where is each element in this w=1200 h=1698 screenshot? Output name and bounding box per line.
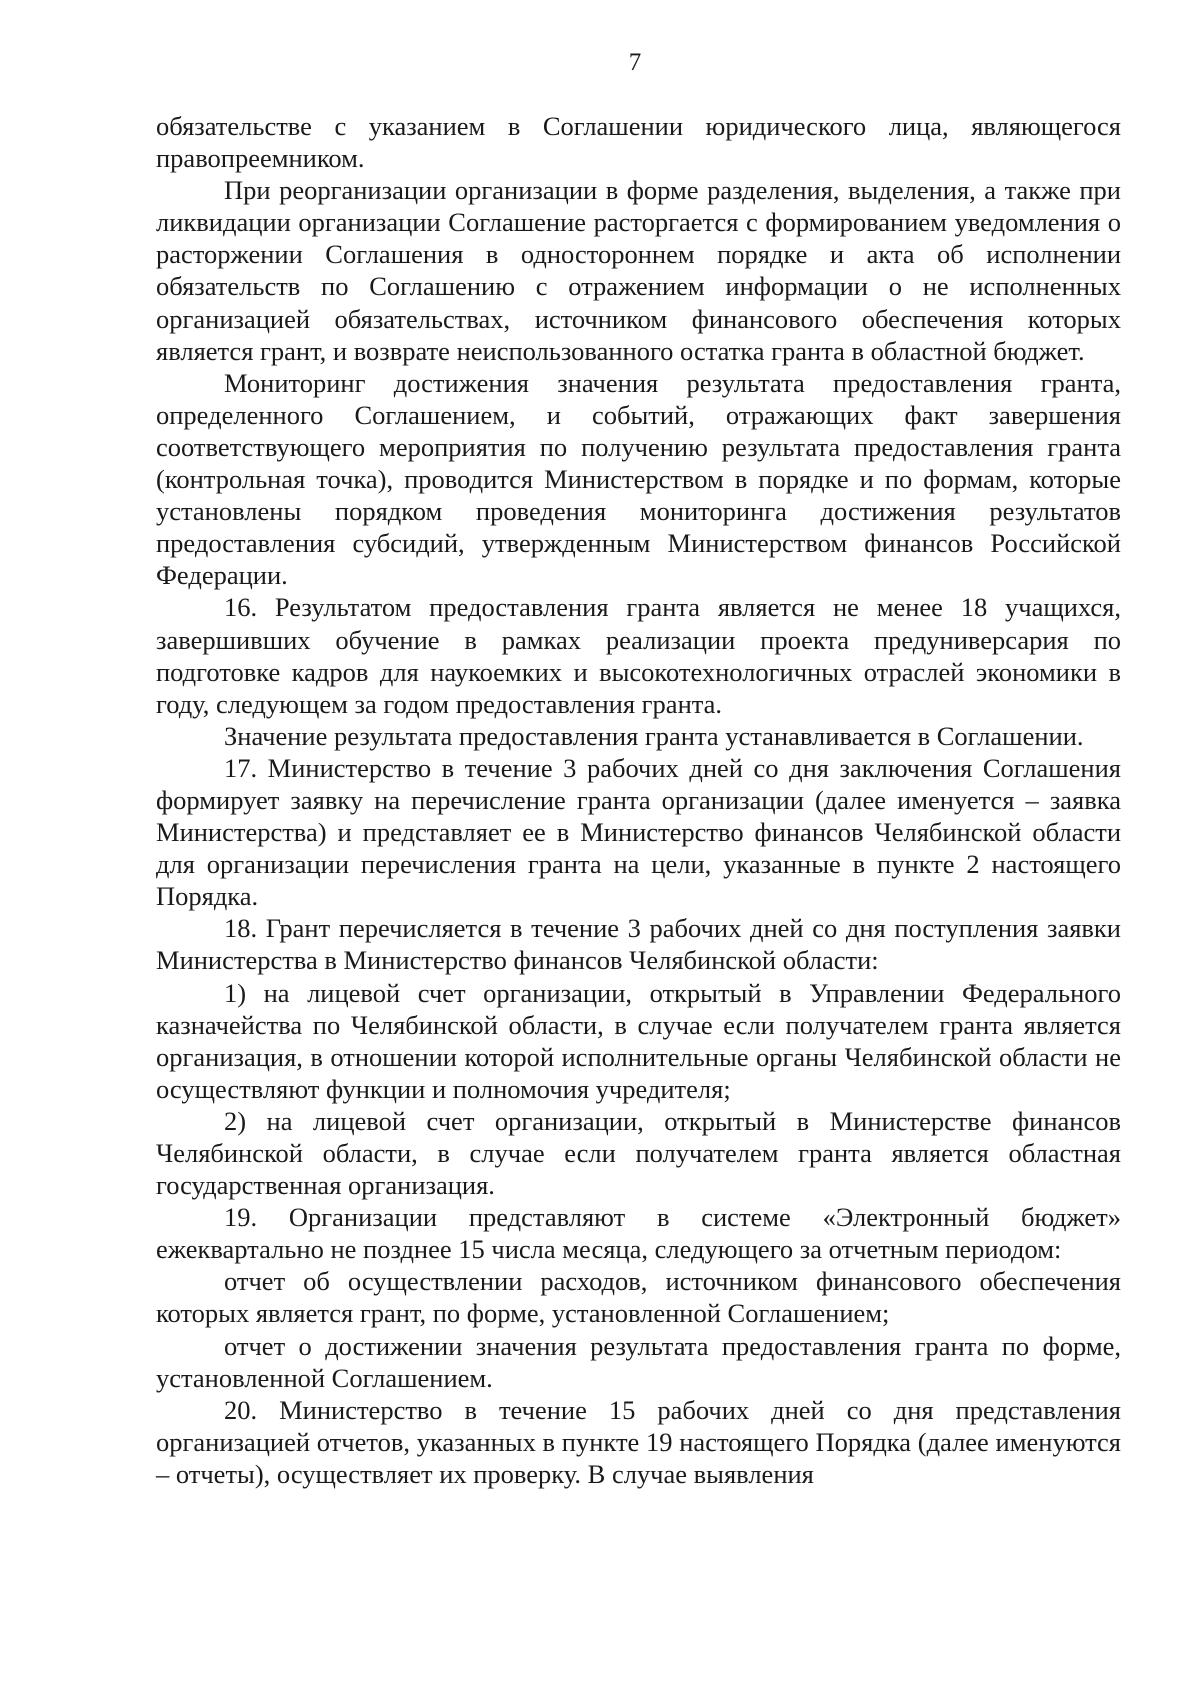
paragraph-item-18-1: 1) на лицевой счет организации, открытый в Управлении Федерального казначейства по Челябинской области, в случае если получателем гранта является организация, в отношении которой исполнительные органы Челябинской области не осуществляют функции и полномочия учредителя; [156,977,1121,1104]
paragraph-item-16: 16. Результатом предоставления гранта является не менее 18 учащихся, завершивших обучение в рамках реализации проекта предуниверсария по подготовке кадров для наукоемких и высокотехнологичных отраслей экономики в году, следующем за годом предоставления гранта. [156,592,1121,719]
page-number: 7 [628,49,642,76]
paragraph-reorganization: При реорганизации организации в форме разделения, выделения, а также при ликвидации организации Соглашение расторгается с формированием уведомления о расторжении Соглашения в одностороннем порядке и акта об исполнении обязательств по Соглашению с отражением информации о не исполненных организацией обязательствах, источником финансового обеспечения которых является грант, и возврате неиспользованного остатка гранта в областной бюджет. [156,175,1121,366]
paragraph-item-18: 18. Грант перечисляется в течение 3 рабочих дней со дня поступления заявки Министерства в Министерство финансов Челябинской области: [156,913,1121,976]
paragraph-item-19: 19. Организации представляют в системе «Электронный бюджет» ежеквартально не позднее 15 числа месяца, следующего за отчетным периодом: [156,1202,1121,1265]
paragraph-continuation: обязательстве с указанием в Соглашении юридического лица, являющегося правопреемником. [156,111,1121,174]
paragraph-result-value: Значение результата предоставления гранта устанавливается в Соглашении. [224,720,1084,751]
paragraph-report-expenses: отчет об осуществлении расходов, источником финансового обеспечения которых является грант, по форме, установленной Соглашением; [156,1266,1121,1329]
paragraph-item-18-2: 2) на лицевой счет организации, открытый в Министерстве финансов Челябинской области, в случае если получателем гранта является областная государственная организация. [156,1105,1121,1201]
paragraph-item-20: 20. Министерство в течение 15 рабочих дней со дня представления организацией отчетов, указанных в пункте 19 настоящего Порядка (далее именуются – отчеты), осуществляет их проверку. В случае выявления [156,1394,1121,1489]
paragraph-report-result: отчет о достижении значения результата предоставления гранта по форме, установленной Соглашением. [156,1330,1121,1393]
paragraph-monitoring: Мониторинг достижения значения результата предоставления гранта, определенного Соглашением, и событий, отражающих факт завершения соответствующего мероприятия по получению результата предоставления гранта (контрольная точка), проводится Министерством в порядке и по формам, которые установлены порядком проведения мониторинга достижения результатов предоставления субсидий, утвержденным Министерством финансов Российской Федерации. [156,367,1121,591]
document-body [156,110,1121,1490]
paragraph-item-17: 17. Министерство в течение 3 рабочих дней со дня заключения Соглашения формирует заявку на перечисление гранта организации (далее именуется – заявка Министерства) и представляет ее в Министерство финансов Челябинской области для организации перечисления гранта на цели, указанные в пункте 2 настоящего Порядка. [156,752,1121,912]
